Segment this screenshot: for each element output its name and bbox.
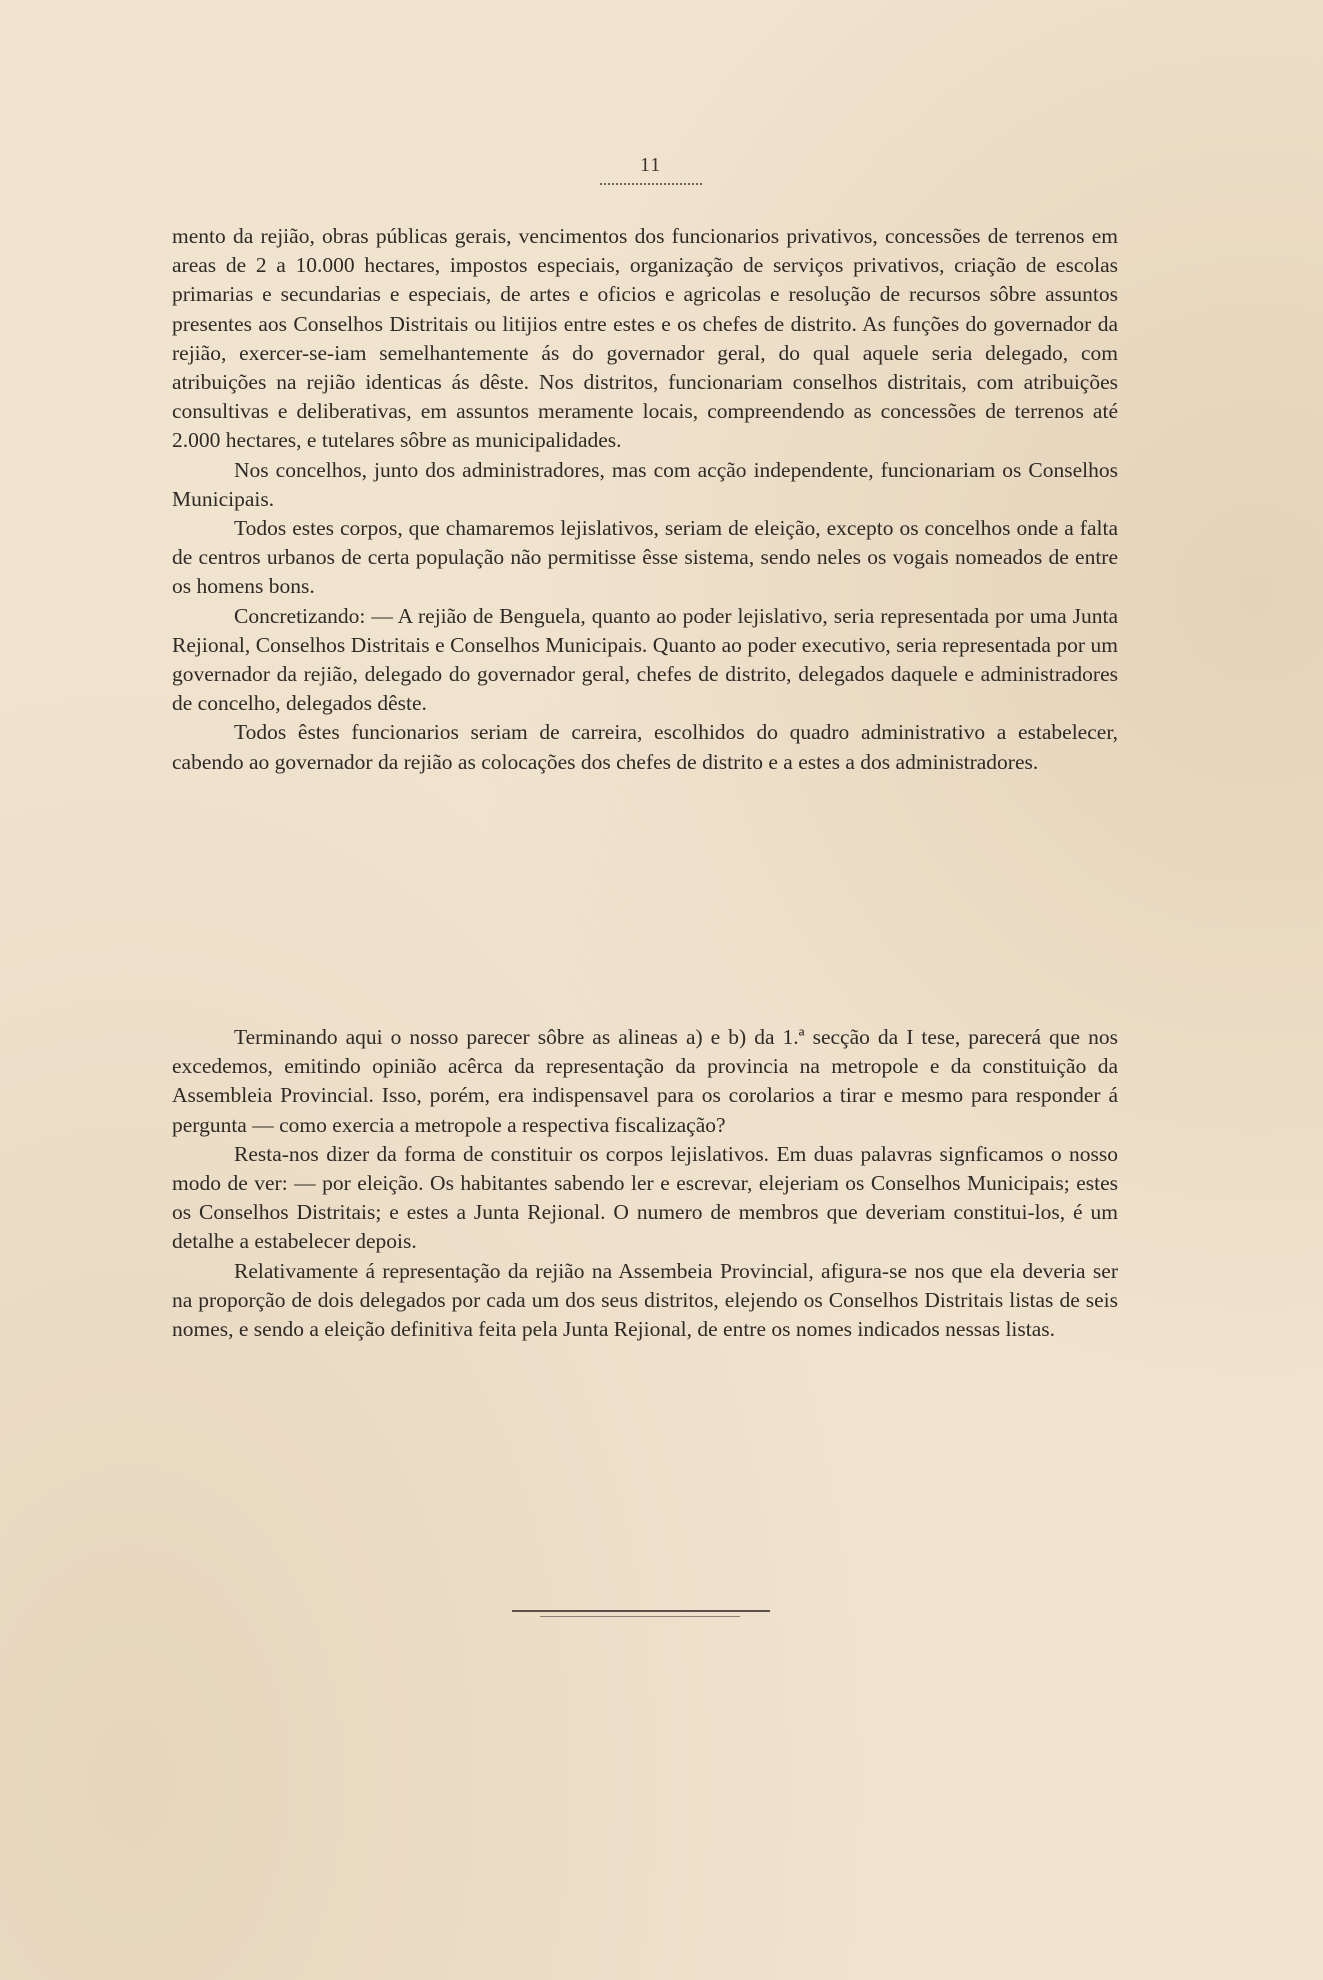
- paragraph: Todos êstes funcionarios seriam de carreira, escolhidos do quadro administrativo a estabelecer, cabendo ao governador da rejião as colocações dos chefes de distrito e a estes a dos administradores.: [172, 720, 1118, 774]
- paragraph: Resta-nos dizer da forma de constituir os corpos lejislativos. Em duas palavras signficamos o nosso modo de ver: — por eleição. Os habitantes sabendo ler e escrevar, elejeriam os Conselhos Municipais; estes os Conselhos Distritais; e estes a Junta Rejional. O numero de membros que deveriam constitui-los, é um detalhe a estabelecer depois.: [172, 1141, 1118, 1254]
- end-rule: [512, 1610, 770, 1612]
- end-rule-secondary: [540, 1616, 740, 1617]
- paragraph: Todos estes corpos, que chamaremos lejislativos, seriam de eleição, excepto os concelhos onde a falta de centros urbanos de certa população não permitisse êsse sistema, sendo neles os vogais nomeados de entre os homens bons.: [172, 516, 1118, 599]
- page-number: 11: [640, 154, 662, 176]
- page-number-rule: [600, 183, 702, 185]
- paragraph: Relativamente á representação da rejião na Assembeia Provincial, afigura-se nos que ela deveria ser na proporção de dois delegados por cada um dos seus distritos, elejendo os Conselhos Distritais listas de seis nomes, e sendo a eleição definitiva feita pela Junta Rejional, de entre os nomes indicados nessas listas.: [172, 1258, 1118, 1342]
- text-section-1: [172, 222, 1118, 777]
- paragraph: Nos concelhos, junto dos administradores, mas com acção independente, funcionariam os Conselhos Municipais.: [172, 457, 1118, 511]
- text-section-2: [172, 1023, 1118, 1344]
- paragraph: mento da rejião, obras públicas gerais, vencimentos dos funcionarios privativos, concessões de terrenos em areas de 2 a 10.000 hectares, impostos especiais, organização de serviços privativos, criação de escolas primarias e secundarias e especiais, de artes e oficios e agricolas e resolução de recursos sôbre assuntos presentes aos Conselhos Distritais ou litijios entre estes e os chefes de distrito. As funções do governador da rejião, exercer-se-iam semelhantemente ás do governador geral, do qual aquele seria delegado, com atribuições na rejião identicas ás dêste. Nos distritos, funcionariam conselhos distritais, com atribuições consultivas e deliberativas, em assuntos meramente locais, compreendendo as concessões de terrenos até 2.000 hectares, e tutelares sôbre as municipalidades.: [172, 224, 1118, 453]
- paragraph: Terminando aqui o nosso parecer sôbre as alineas a) e b) da 1.ª secção da I tese, parecerá que nos excedemos, emitindo opinião acêrca da representação da provincia na metropole e da constituição da Assembleia Provincial. Isso, porém, era indispensavel para os corolarios a tirar e mesmo para responder á pergunta — como exercia a metropole a respectiva fiscalização?: [172, 1025, 1118, 1137]
- paragraph: Concretizando: — A rejião de Benguela, quanto ao poder lejislativo, seria representada por uma Junta Rejional, Conselhos Distritais e Conselhos Municipais. Quanto ao poder executivo, seria representada por um governador da rejião, delegado do governador geral, chefes de distrito, delegados daquele e administradores de concelho, delegados dêste.: [172, 603, 1118, 716]
